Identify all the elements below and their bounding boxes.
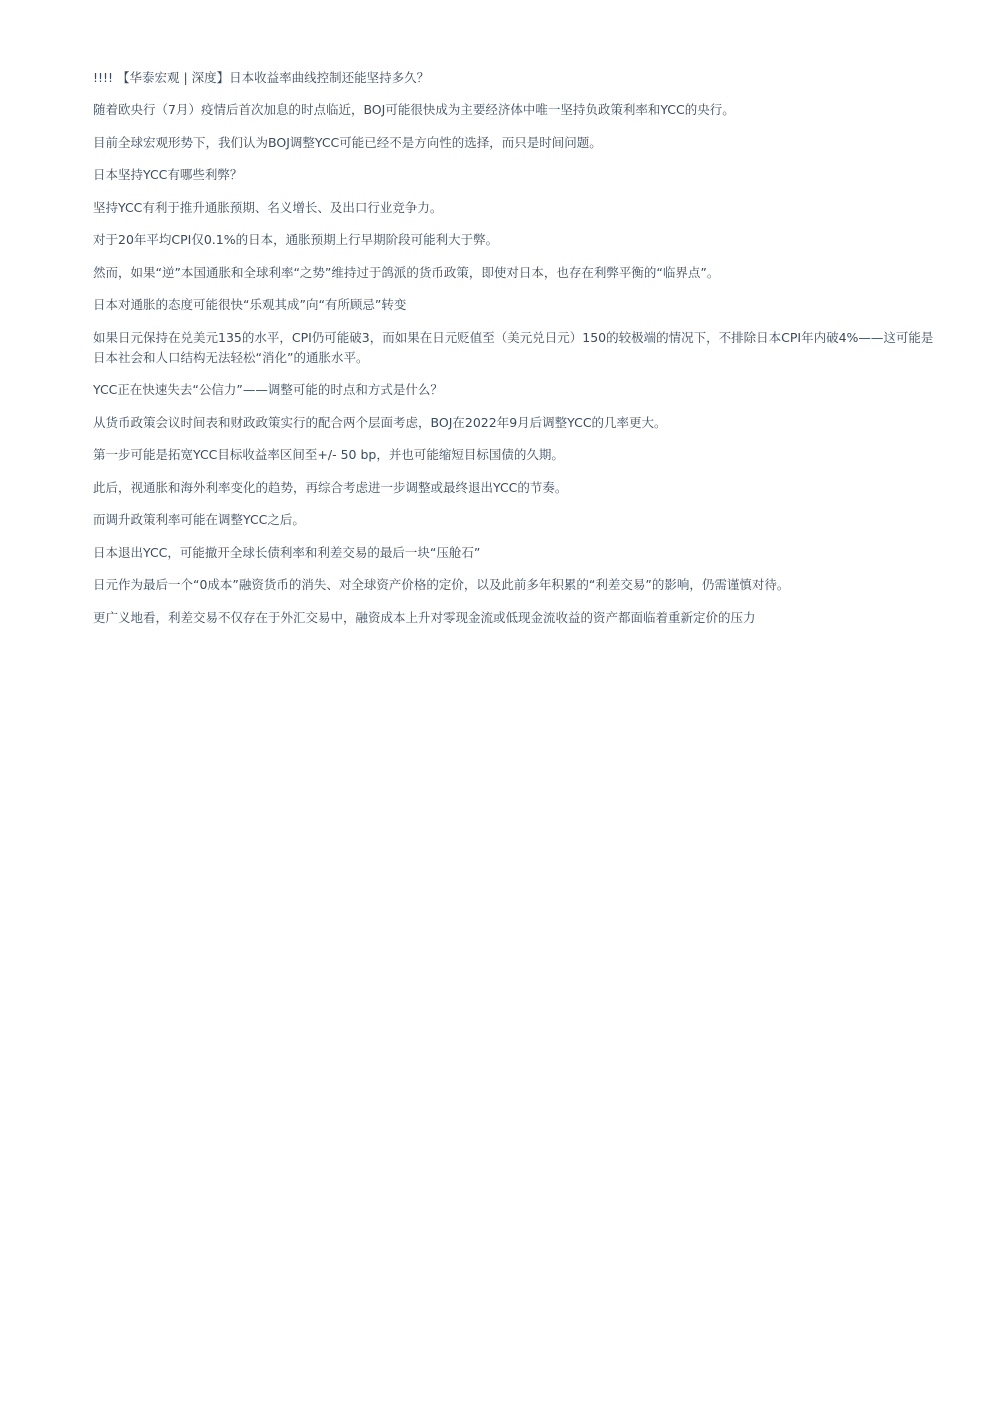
paragraph-10: 从货币政策会议时间表和财政政策实行的配合两个层面考虑，BOJ在2022年9月后调整YCC的几率更大。 <box>93 414 667 430</box>
paragraph-13: 而调升政策利率可能在调整YCC之后。 <box>93 512 305 527</box>
paragraph-15: 日元作为最后一个“0成本”融资货币的消失、对全球资产价格的定价，以及此前多年积累的“利差交易”的影响，仍需谨慎对待。 <box>93 577 790 592</box>
document-title: !!!! 【华泰宏观 | 深度】日本收益率曲线控制还能坚持多久？ <box>93 70 430 85</box>
section-heading-pros-cons: 日本坚持YCC有哪些利弊？ <box>93 167 243 182</box>
paragraph-16: 更广义地看，利差交易不仅存在于外汇交易中，融资成本上升对零现金流或低现金流收益的资产都面临着重新定价的压力 <box>93 609 756 625</box>
paragraph-4: 坚持YCC有利于推升通胀预期、名义增长、及出口行业竞争力。 <box>93 199 443 215</box>
section-heading-ycc-exit: 日本退出YCC，可能撤开全球长债利率和利差交易的最后一块“压舱石” <box>93 544 481 560</box>
paragraph-5: 对于20年平均CPI仅0.1%的日本，通胀预期上行早期阶段可能利大于弊。 <box>93 232 499 247</box>
document-body <box>93 68 938 640</box>
section-heading-inflation-attitude: 日本对通胀的态度可能很快“乐观其成”向“有所顾忌”转变 <box>93 297 407 312</box>
paragraph-6: 然而，如果“逆”本国通胀和全球利率“之势”维持过于鸽派的货币政策，即使对日本，也存在利弊平衡的“临界点”。 <box>93 264 720 280</box>
paragraph-8: 如果日元保持在兑美元135的水平，CPI仍可能破3，而如果在日元贬值至（美元兑日元）150的较极端的情况下，不排除日本CPI年内破4%——这可能是日本社会和人口结构无法轻松“消化”的通胀水平。 <box>93 329 934 365</box>
section-heading-ycc-credibility: YCC正在快速失去“公信力”——调整可能的时点和方式是什么？ <box>93 382 443 397</box>
paragraph-11: 第一步可能是拓宽YCC目标收益率区间至+/- 50 bp，并也可能缩短目标国债的久期。 <box>93 447 564 462</box>
paragraph-12: 此后，视通胀和海外利率变化的趋势，再综合考虑进一步调整或最终退出YCC的节奏。 <box>93 479 568 495</box>
paragraph-1: 随着欧央行（7月）疫情后首次加息的时点临近，BOJ可能很快成为主要经济体中唯一坚持负政策利率和YCC的央行。 <box>93 102 735 117</box>
paragraph-2: 目前全球宏观形势下，我们认为BOJ调整YCC可能已经不是方向性的选择，而只是时间问题。 <box>93 134 602 150</box>
